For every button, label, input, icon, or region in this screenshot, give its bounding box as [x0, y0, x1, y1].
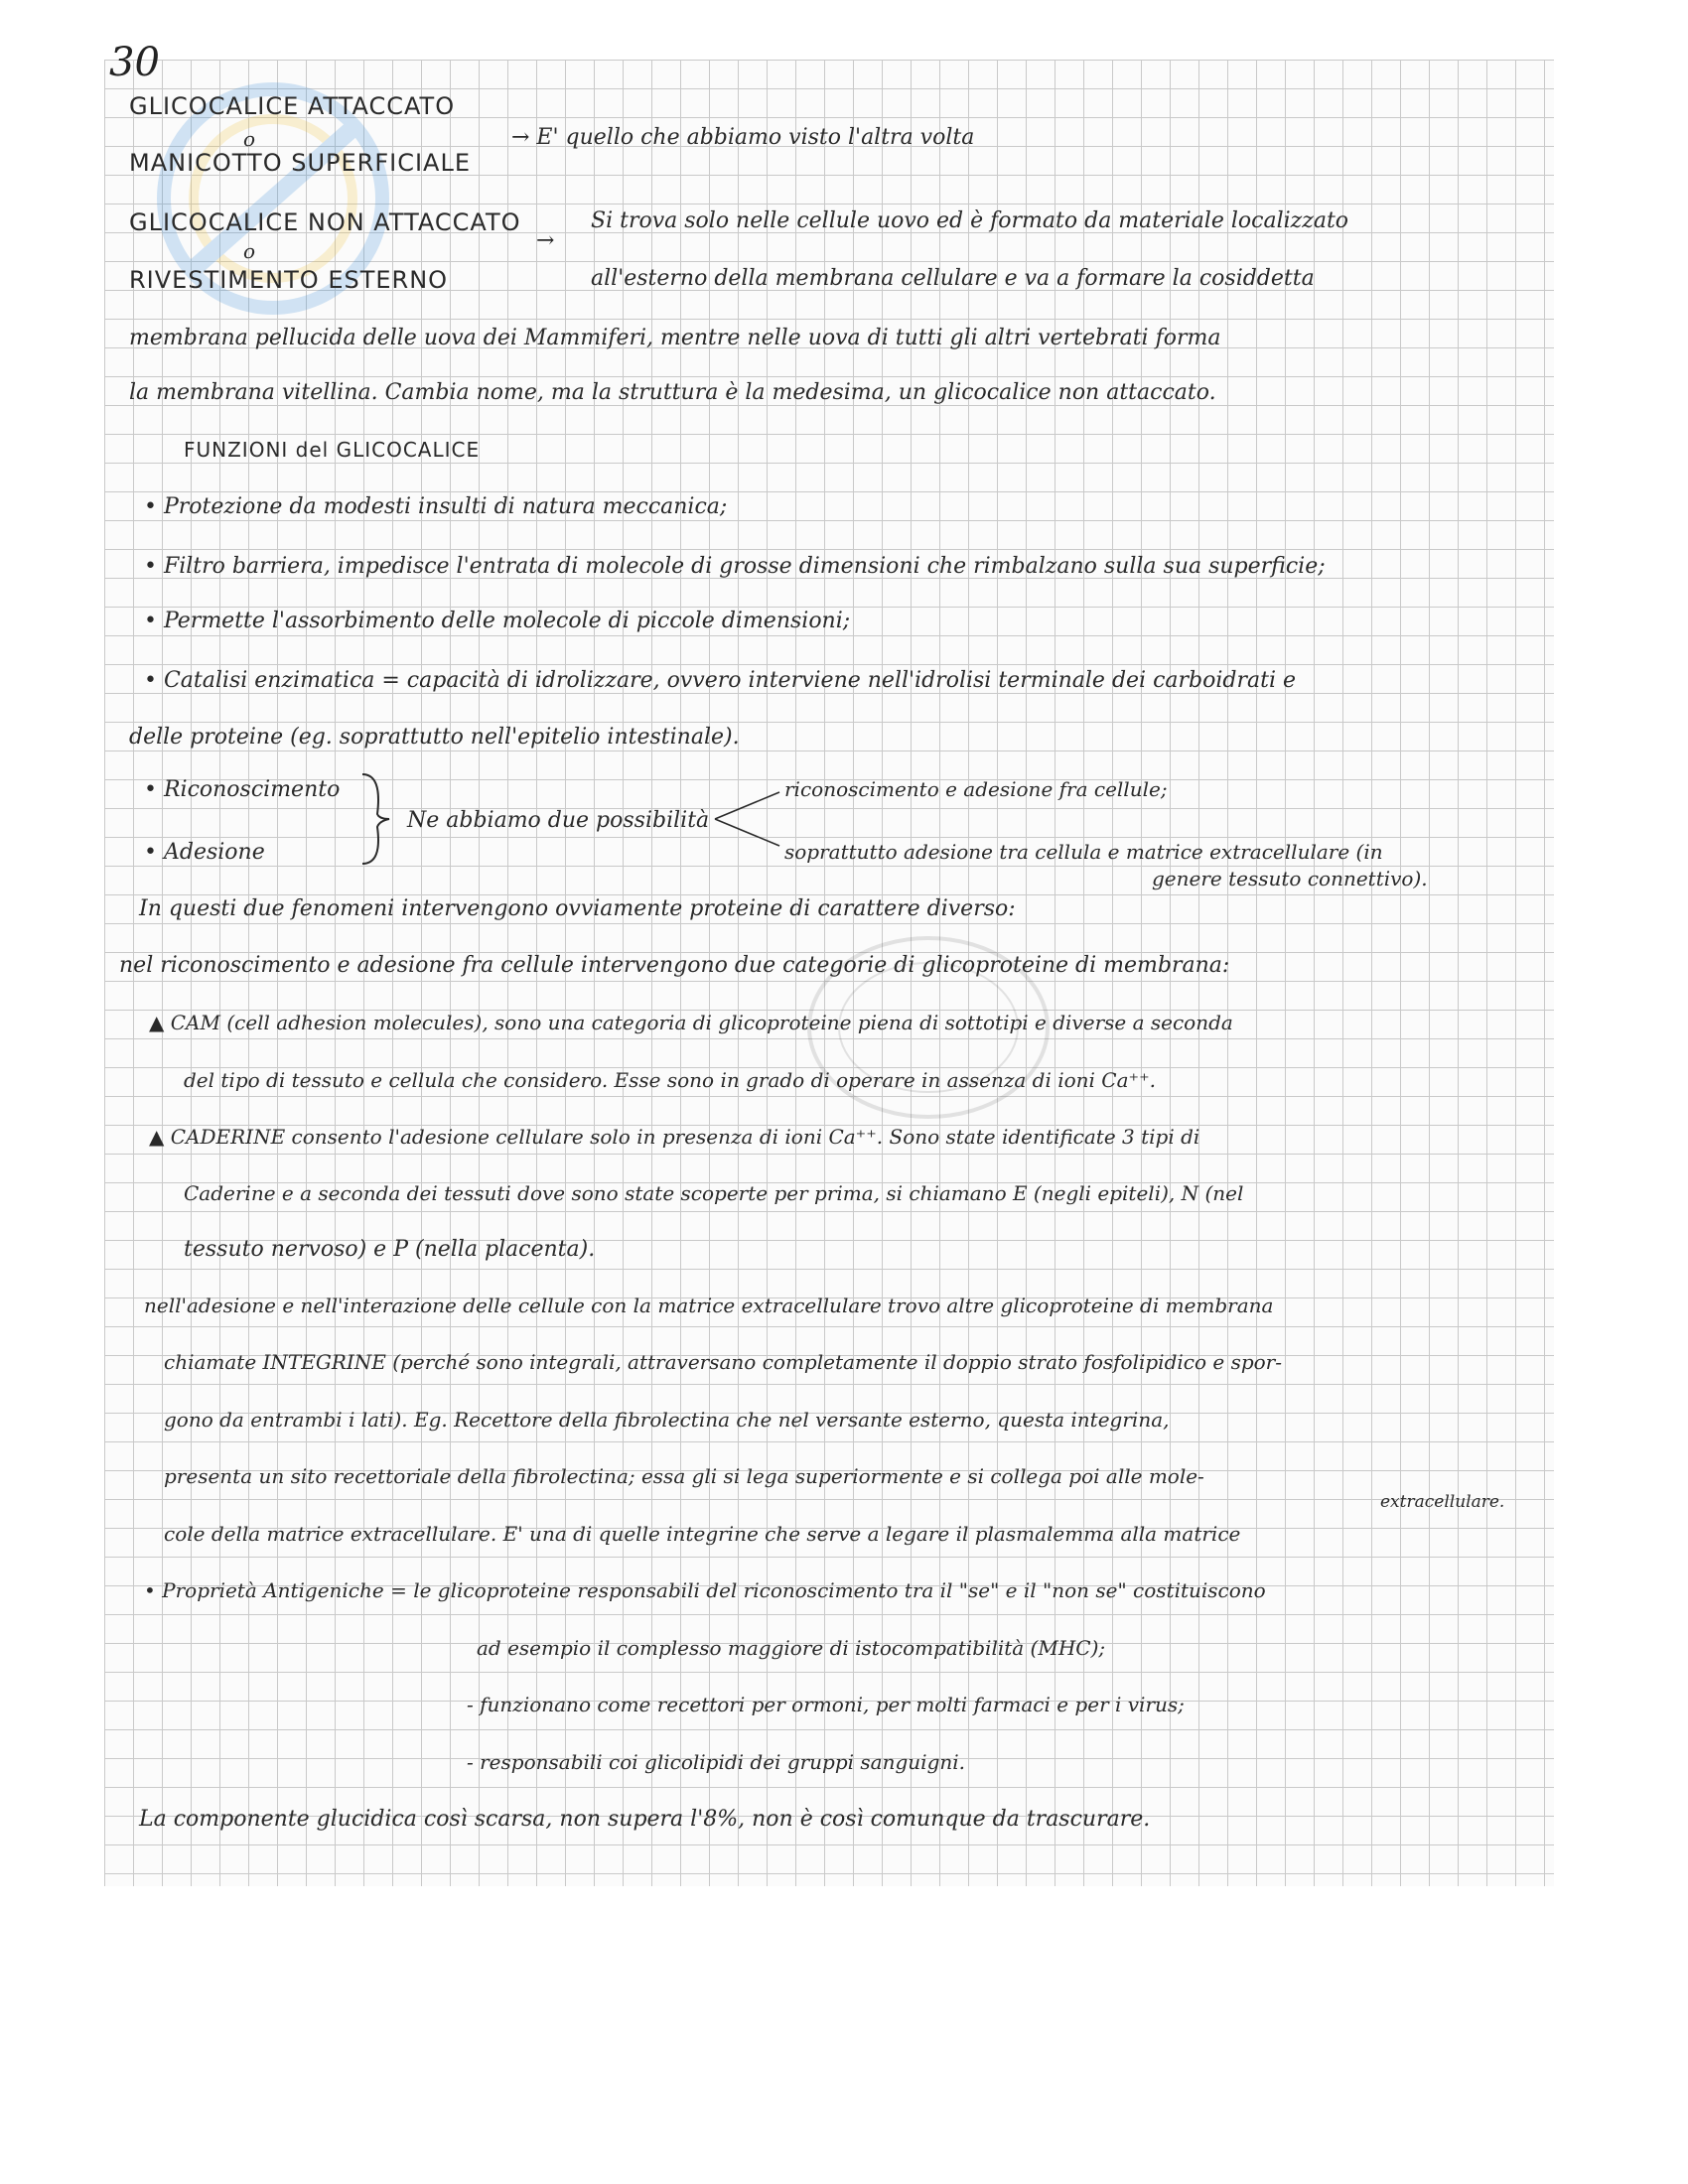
function-item: • Permette l'assorbimento delle molecole di piccole dimensioni;: [144, 609, 851, 633]
body-line: cole della matrice extracellulare. E' una di quelle integrine che serve a legare il plasmalemma alla matrice: [164, 1522, 1241, 1546]
page-number: 30: [109, 40, 160, 85]
function-item: • Filtro barriera, impedisce l'entrata di molecole di grosse dimensioni che rimbalzano sulla sua superficie;: [144, 554, 1326, 579]
attached-note: → E' quello che abbiamo visto l'altra volta: [511, 125, 975, 150]
heading-not-attached: GLICOCALICE NON ATTACCATO: [129, 208, 521, 236]
paragraph-line: membrana pellucida delle uova dei Mammiferi, mentre nelle uova di tutti gli altri vertebrati forma: [129, 326, 1221, 350]
heading-or-2: o: [243, 239, 256, 263]
adhesion-item: • Adesione: [144, 840, 265, 865]
margin-note: extracellulare.: [1380, 1492, 1505, 1512]
branch-text: riconoscimento e adesione fra cellule;: [784, 777, 1168, 801]
body-line: ▲ CADERINE consento l'adesione cellulare solo in presenza di ioni Ca⁺⁺. Sono state identificate 3 tipi di: [149, 1125, 1200, 1149]
functions-title: FUNZIONI del GLICOCALICE: [184, 438, 481, 462]
paragraph-line: la membrana vitellina. Cambia nome, ma la struttura è la medesima, un glicocalice non attaccato.: [129, 380, 1216, 405]
brace-icon: [357, 769, 397, 869]
function-item: • Catalisi enzimatica = capacità di idrolizzare, ovvero interviene nell'idrolisi terminale dei carboidrati e: [144, 668, 1296, 693]
paragraph-line: Si trova solo nelle cellule uovo ed è formato da materiale localizzato: [591, 208, 1349, 233]
body-line: nell'adesione e nell'interazione delle cellule con la matrice extracellulare trovo altre glicoproteine di membrana: [144, 1294, 1274, 1317]
body-line: - funzionano come recettori per ormoni, per molti farmaci e per i virus;: [467, 1693, 1185, 1716]
body-line: - responsabili coi glicolipidi dei gruppi sanguigni.: [467, 1750, 966, 1774]
body-line: chiamate INTEGRINE (perché sono integrali, attraversano completamente il doppio strato fosfolipidico e spor-: [164, 1350, 1282, 1374]
heading-not-attached-alt: RIVESTIMENTO ESTERNO: [129, 266, 449, 294]
body-line: del tipo di tessuto e cellula che considero. Esse sono in grado di operare in assenza di ioni Ca⁺⁺.: [184, 1068, 1156, 1092]
body-line: In questi due fenomeni intervengono ovviamente proteine di carattere diverso:: [139, 896, 1016, 921]
body-line: Caderine e a seconda dei tessuti dove sono state scoperte per prima, si chiamano E (negli epiteli), N (nel: [184, 1181, 1244, 1205]
branch-arrows-icon: [710, 784, 789, 854]
paragraph-line: all'esterno della membrana cellulare e va a formare la cosiddetta: [591, 266, 1315, 291]
body-line: tessuto nervoso) e P (nella placenta).: [184, 1237, 596, 1262]
heading-attached-alt: MANICOTTO SUPERFICIALE: [129, 149, 472, 177]
body-line: • Proprietà Antigeniche = le glicoproteine responsabili del riconoscimento tra il "se" e il "non se" costituiscono: [144, 1578, 1266, 1602]
function-item: • Protezione da modesti insulti di natura meccanica;: [144, 494, 728, 519]
branch-text: genere tessuto connettivo).: [1152, 867, 1428, 890]
body-line: nel riconoscimento e adesione fra cellule intervengono due categorie di glicoproteine di membrana:: [119, 953, 1230, 978]
function-item: delle proteine (eg. soprattutto nell'epitelio intestinale).: [129, 725, 740, 750]
body-line: gono da entrambi i lati). Eg. Recettore della fibrolectina che nel versante esterno, questa integrina,: [164, 1408, 1170, 1432]
body-line: presenta un sito recettoriale della fibrolectina; essa gli si lega superiormente e si collega poi alle mole-: [164, 1464, 1204, 1488]
body-line: La componente glucidica così scarsa, non supera l'8%, non è così comunque da trascurare.: [139, 1807, 1151, 1832]
body-line: ▲ CAM (cell adhesion molecules), sono una categoria di glicoproteine piena di sottotipi e diverse a seconda: [149, 1011, 1233, 1034]
recognition-item: • Riconoscimento: [144, 777, 341, 802]
body-line: ad esempio il complesso maggiore di istocompatibilità (MHC);: [477, 1636, 1106, 1660]
heading-or: o: [243, 127, 256, 151]
heading-attached: GLICOCALICE ATTACCATO: [129, 92, 456, 120]
branch-text: soprattutto adesione tra cellula e matrice extracellulare (in: [784, 840, 1383, 864]
arrow-icon: →: [536, 228, 555, 253]
possibilities-label: Ne abbiamo due possibilità: [407, 808, 710, 833]
